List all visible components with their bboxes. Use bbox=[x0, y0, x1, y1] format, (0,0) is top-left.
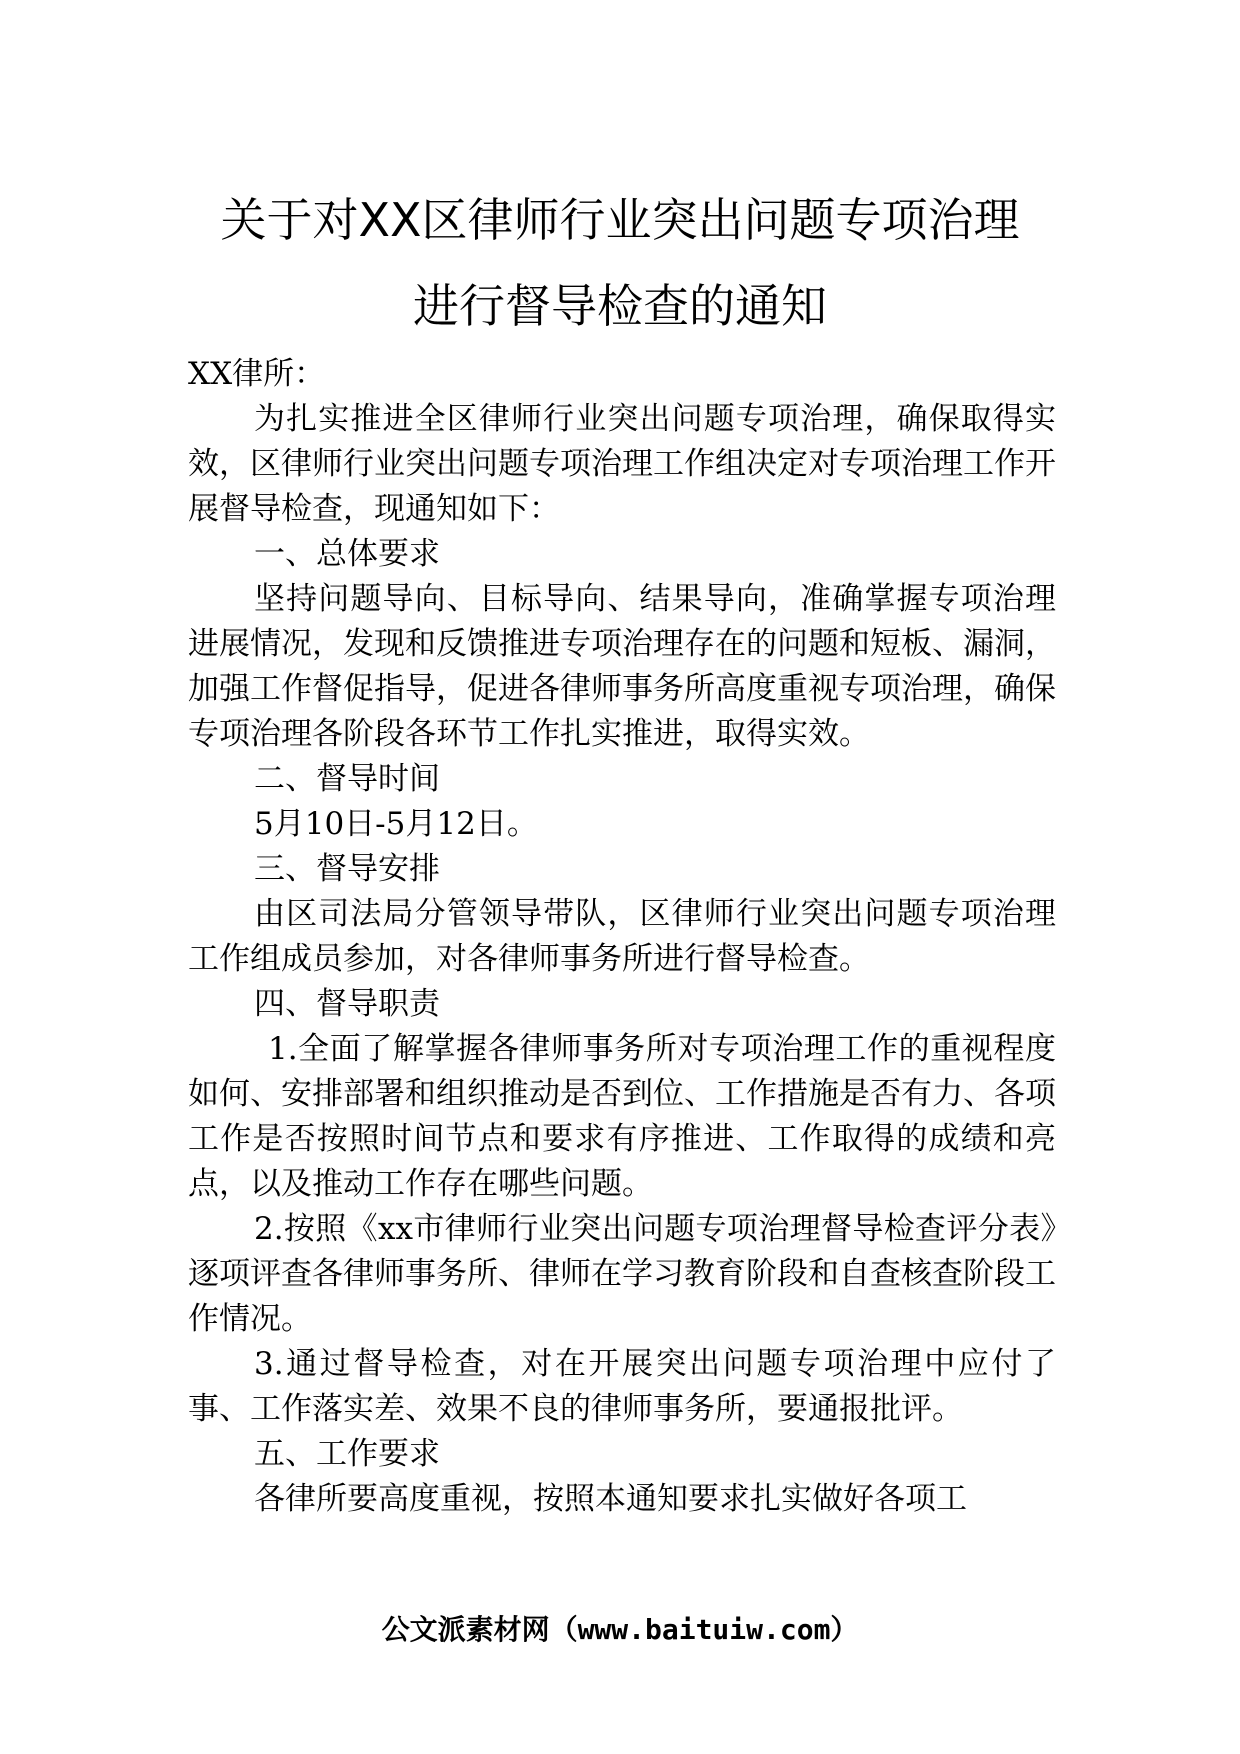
paragraph-section-1: 坚持问题导向、目标导向、结果导向，准确掌握专项治理进展情况，发现和反馈推进专项治理存在的问题和短板、漏洞，加强工作督促指导，促进各律师事务所高度重视专项治理，确保专项治理各阶段各环节工作扎实推进，取得实效。 bbox=[188, 581, 1056, 752]
section-heading-2: 二、督导时间 bbox=[254, 761, 440, 797]
paragraph-duty-2: 2.按照《xx市律师行业突出问题专项治理督导检查评分表》逐项评查各律师事务所、律师在学习教育阶段和自查核查阶段工作情况。 bbox=[188, 1211, 1056, 1337]
paragraph-section-2: 5月10日-5月12日。 bbox=[254, 806, 538, 842]
paragraph-section-3: 由区司法局分管领导带队，区律师行业突出问题专项治理工作组成员参加，对各律师事务所进行督导检查。 bbox=[188, 896, 1056, 977]
paragraph-duty-1: 1.全面了解掌握各律师事务所对专项治理工作的重视程度如何、安排部署和组织推动是否到位、工作措施是否有力、各项工作是否按照时间节点和要求有序推进、工作取得的成绩和亮点，以及推动工作存在哪些问题。 bbox=[188, 1031, 1056, 1202]
document-title-line-1: 关于对XX区律师行业突出问题专项治理 bbox=[220, 193, 1020, 247]
salutation: XX律所： bbox=[188, 356, 326, 392]
document-title-line-2: 进行督导检查的通知 bbox=[413, 279, 827, 333]
document-body bbox=[188, 352, 1056, 1522]
section-heading-5: 五、工作要求 bbox=[254, 1436, 440, 1472]
section-heading-3: 三、督导安排 bbox=[254, 851, 440, 887]
section-heading-4: 四、督导职责 bbox=[254, 986, 440, 1022]
paragraph-duty-3: 3.通过督导检查，对在开展突出问题专项治理中应付了事、工作落实差、效果不良的律师事务所，要通报批评。 bbox=[188, 1346, 1056, 1427]
paragraph-intro: 为扎实推进全区律师行业突出问题专项治理，确保取得实效，区律师行业突出问题专项治理工作组决定对专项治理工作开展督导检查，现通知如下： bbox=[188, 401, 1056, 527]
footer-watermark-text: 公文派素材网（www.baituiw.com） bbox=[381, 1613, 859, 1646]
paragraph-section-5: 各律所要高度重视，按照本通知要求扎实做好各项工 bbox=[254, 1481, 967, 1517]
section-heading-1: 一、总体要求 bbox=[254, 536, 440, 572]
